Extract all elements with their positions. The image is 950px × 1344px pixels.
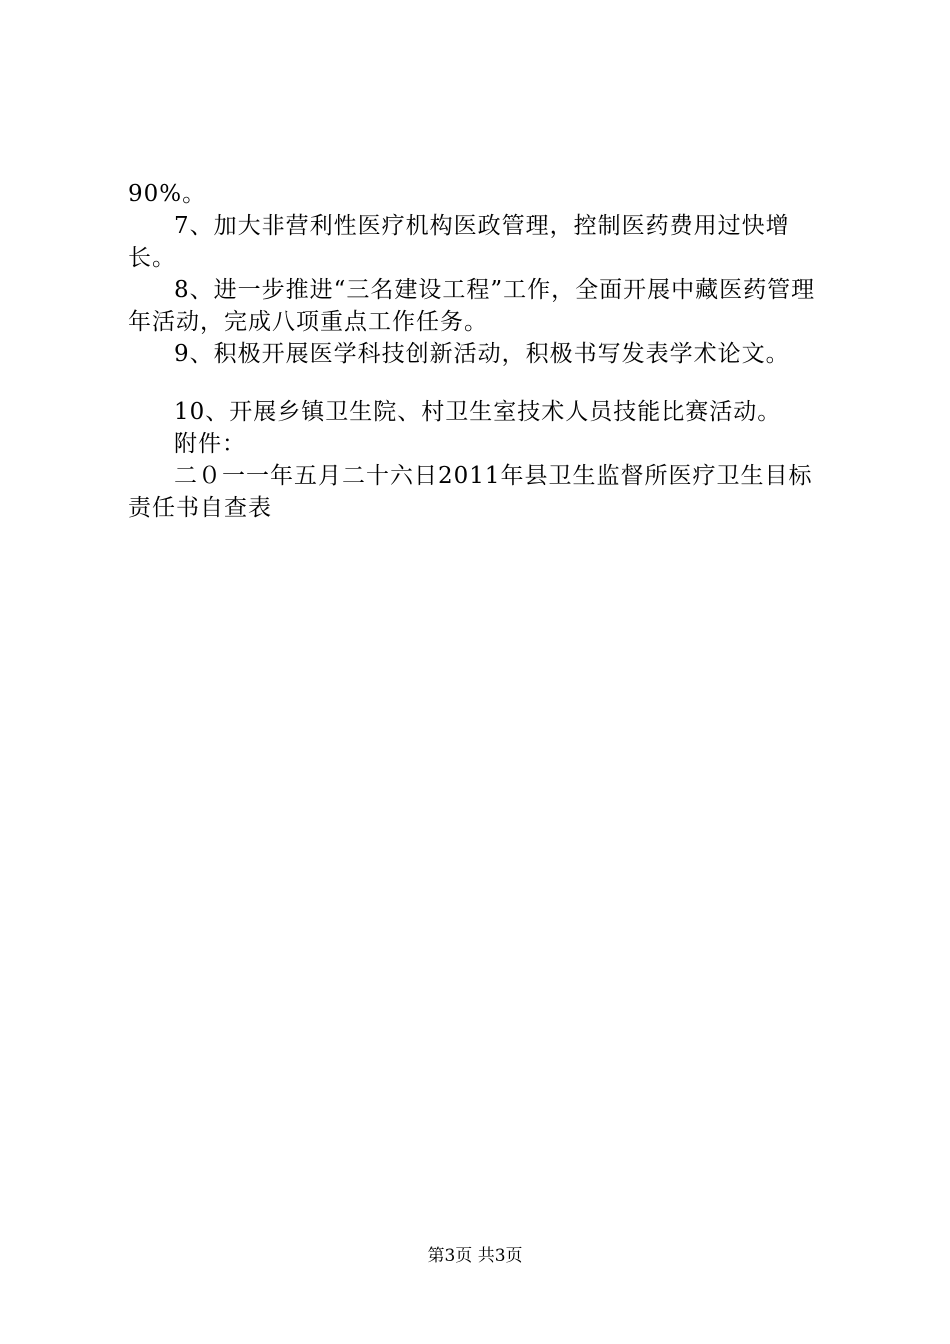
date-and-attachment-title: 二０一一年五月二十六日2011年县卫生监督所医疗卫生目标责任书自查表: [128, 463, 813, 521]
paragraph-item-9: 9、积极开展医学科技创新活动，积极书写发表学术论文。: [174, 341, 790, 367]
paragraph-item-8: 8、进一步推进“三名建设工程”工作，全面开展中藏医药管理年活动，完成八项重点工作任务。: [128, 277, 816, 335]
paragraph-spacer: [128, 370, 828, 396]
page-footer: 第3页 共3页: [427, 1246, 523, 1266]
paragraph-item-10: 10、开展乡镇卫生院、村卫生室技术人员技能比赛活动。: [174, 399, 782, 425]
attachment-label: 附件：: [174, 431, 246, 457]
paragraph-continuation: 90%。: [128, 181, 207, 207]
document-body: [128, 178, 828, 524]
paragraph-item-7: 7、加大非营利性医疗机构医政管理，控制医药费用过快增长。: [128, 213, 790, 271]
